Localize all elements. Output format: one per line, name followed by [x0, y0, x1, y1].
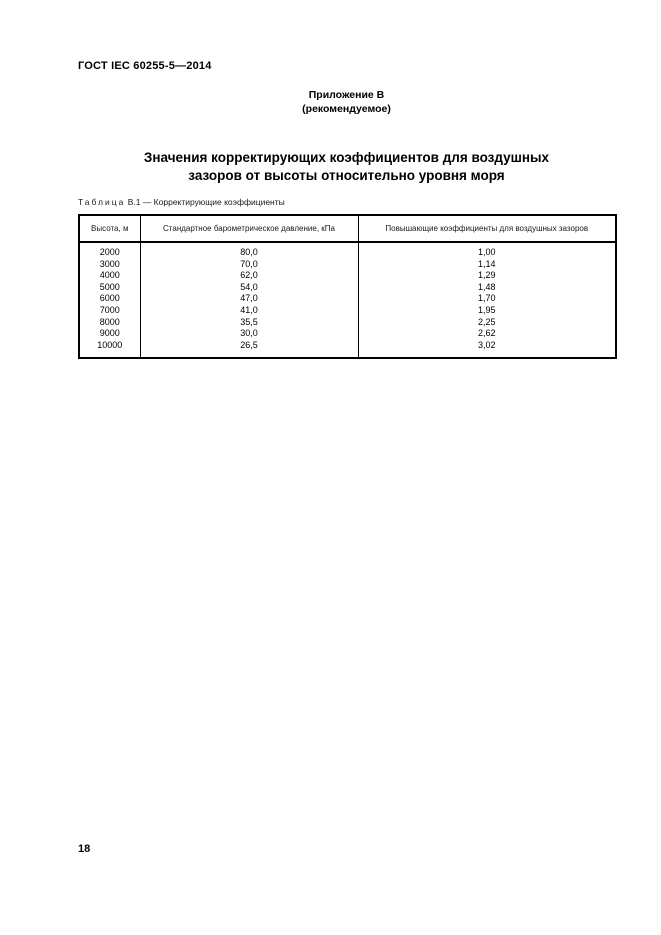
- table-cell: 26,5: [140, 340, 358, 359]
- table-cell: 2,25: [358, 317, 616, 329]
- table-cell: 10000: [97, 339, 123, 350]
- table-cell: 2,62: [358, 328, 616, 340]
- table-cell: 30,0: [140, 328, 358, 340]
- table-row: [79, 328, 616, 340]
- section-title-line1: Значения корректирующих коэффициентов для воздушных: [143, 150, 550, 165]
- table-cell: 62,0: [140, 270, 358, 282]
- table-cell: 4000: [99, 270, 120, 281]
- column-header-coefficient: Повышающие коэффициенты для воздушных зазоров: [358, 215, 616, 242]
- table-cell: 1,70: [358, 293, 616, 305]
- table-row: [79, 317, 616, 329]
- table-row: [79, 282, 616, 294]
- table-cell: 1,29: [358, 270, 616, 282]
- table-cell: 80,0: [140, 242, 358, 259]
- table-row: [79, 305, 616, 317]
- table-cell: 35,5: [140, 317, 358, 329]
- table-cell: 3000: [99, 258, 120, 269]
- table-cell: 3,02: [358, 340, 616, 359]
- table-cell: 8000: [99, 316, 120, 327]
- table-cell: 1,00: [358, 242, 616, 259]
- appendix-subtitle: (рекомендуемое): [302, 102, 391, 115]
- table-row: [79, 242, 616, 259]
- table-row: [79, 270, 616, 282]
- table-row: [79, 293, 616, 305]
- table-cell: 2000: [99, 247, 120, 257]
- table-cell: 47,0: [140, 293, 358, 305]
- table-cell: 1,95: [358, 305, 616, 317]
- table-row: [79, 259, 616, 271]
- section-title: [78, 149, 615, 184]
- table-body: [79, 242, 616, 358]
- table-cell: 1,14: [358, 259, 616, 271]
- appendix-heading: [78, 89, 615, 116]
- coefficients-table: [78, 214, 617, 359]
- table-cell: 9000: [99, 328, 120, 339]
- table-cell: 41,0: [140, 305, 358, 317]
- table-cell: 70,0: [140, 259, 358, 271]
- table-cell: 6000: [99, 293, 120, 304]
- table-cell: 7000: [99, 304, 120, 315]
- table-header-row: [79, 215, 616, 242]
- column-header-pressure: Стандартное барометрическое давление, кПа: [140, 215, 358, 242]
- table-row: [79, 340, 616, 359]
- table-cell: 54,0: [140, 282, 358, 294]
- table-caption-rest: В.1 — Корректирующие коэффициенты: [127, 197, 285, 207]
- table-caption: [78, 197, 615, 207]
- table-cell: 5000: [99, 281, 120, 292]
- document-number: ГОСТ IEC 60255-5—2014: [78, 60, 212, 72]
- table-cell: 1,48: [358, 282, 616, 294]
- column-header-height: Высота, м: [79, 215, 140, 242]
- table-caption-word: Таблица: [78, 197, 126, 207]
- section-title-line2: зазоров от высоты относительно уровня моря: [188, 167, 505, 183]
- appendix-title: Приложение В: [308, 89, 385, 101]
- page-number: 18: [78, 843, 91, 855]
